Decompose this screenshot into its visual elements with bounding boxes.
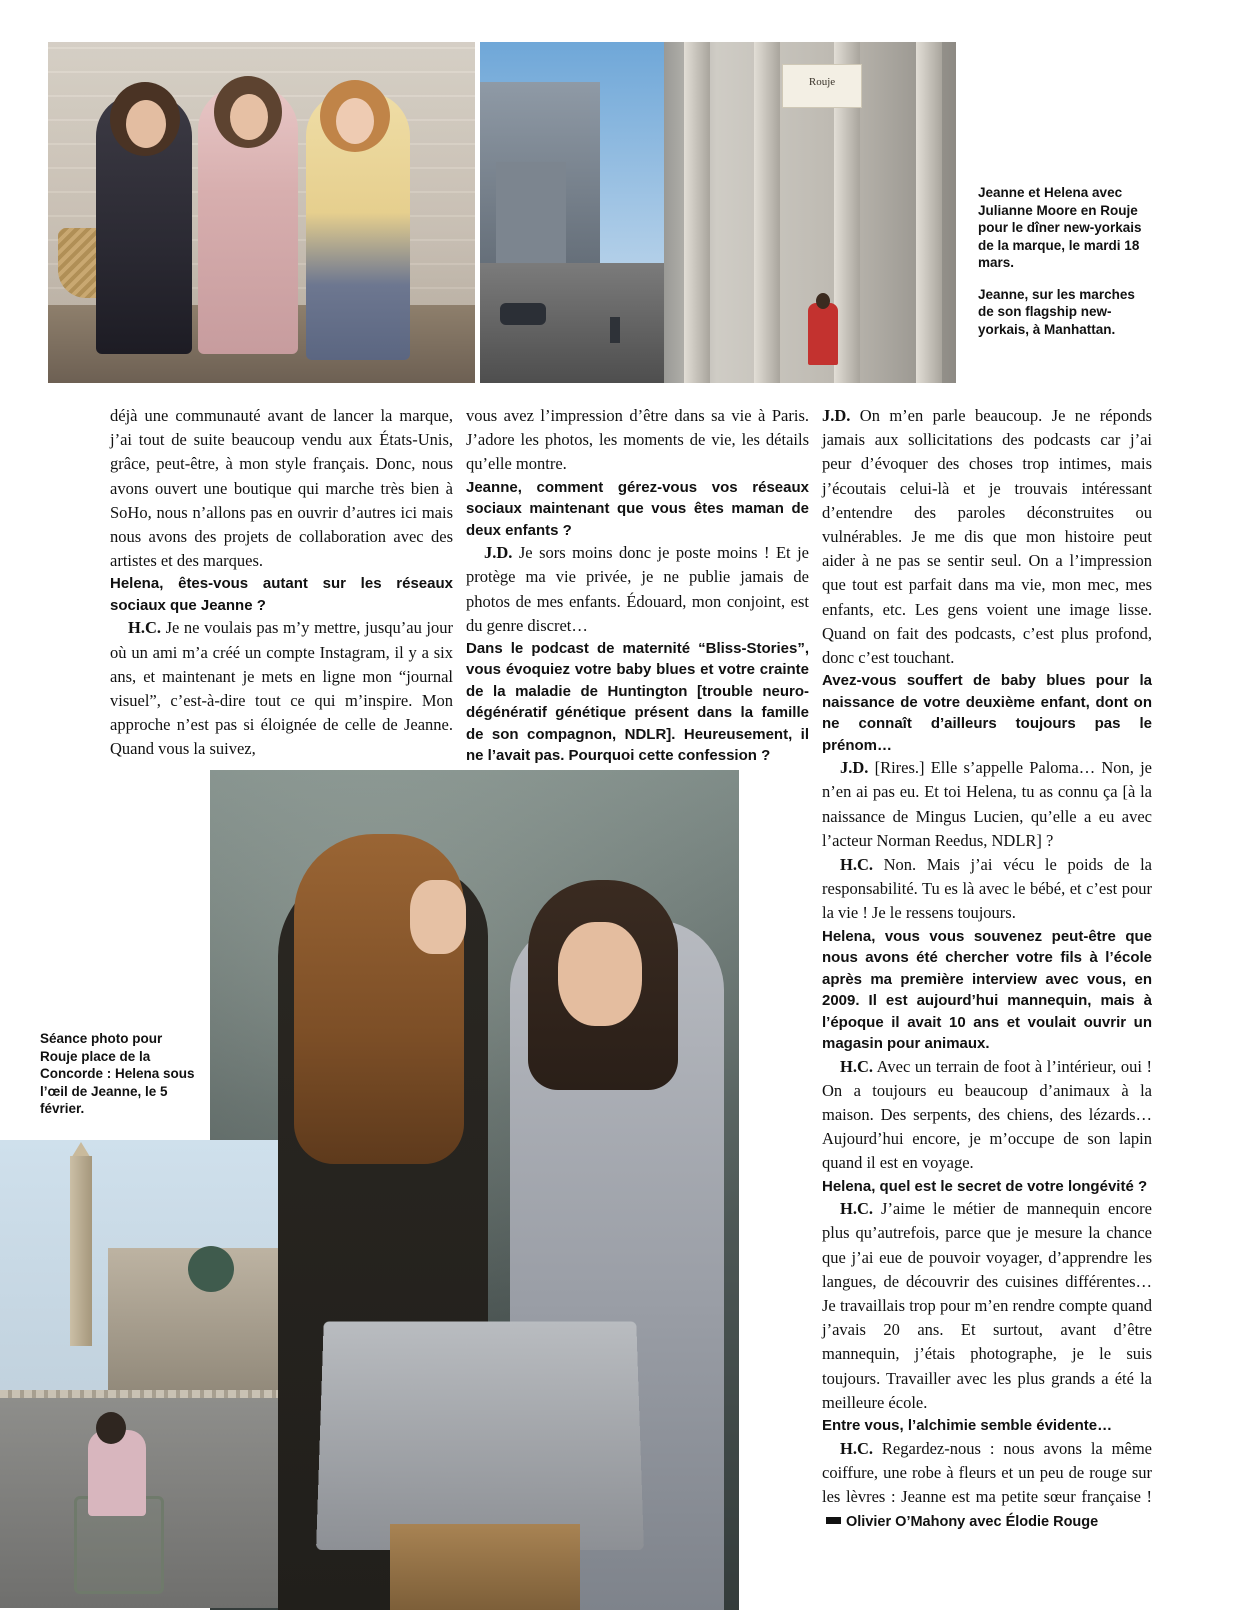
photo-laptop: [316, 1321, 644, 1550]
interview-answer: [822, 756, 1152, 853]
photo-column: [754, 42, 780, 383]
answer-text: Regardez-nous : nous avons la même coiffure, une robe à fleurs et un peu de rouge sur les lèvres : Jeanne est ma petite sœur française !: [822, 1438, 1152, 1506]
photo-car: [500, 303, 546, 325]
photo-obelisk: [70, 1156, 92, 1346]
photo-place-de-la-concorde: [0, 1140, 278, 1608]
photo-face-left: [126, 100, 166, 148]
interview-question: Entre vous, l’alchimie semble évidente…: [822, 1417, 1113, 1434]
interview-answer: [466, 541, 809, 638]
photo-column: [916, 42, 942, 383]
end-mark: [826, 1517, 841, 1524]
text-column-2: [466, 404, 809, 765]
photo-face-right: [336, 98, 374, 144]
interview-question: Helena, vous vous souvenez peut-être que nous avons été chercher votre fils à l’école après ma première interview avec vous, en 2009. Il est aujourd’hui mannequin, mais à l’époque il avait 10 ans et voulait ouvrir un magasin pour animaux.: [822, 927, 1152, 1053]
speaker-initials: J.D.: [484, 543, 513, 563]
text-column-3: [822, 404, 1152, 1534]
speaker-initials: J.D.: [822, 406, 851, 425]
photo-seated-woman-red-dress: [808, 303, 838, 365]
photo-seated-model-head: [96, 1412, 126, 1444]
interview-answer: [822, 1055, 1152, 1176]
interview-question: Jeanne, comment gérez-vous vos réseaux sociaux maintenant que vous êtes maman de deux enfants ?: [466, 478, 809, 539]
text-column-1: [110, 404, 453, 762]
answer-text: J’aime le métier de mannequin encore plus qu’autrefois, parce que je mesure la chance que j’ai eue de pouvoir voyager, d’apprendre les langues, de découvrir des cuisines différentes… Je travaillais trop pour m’en rendre compte quand j’avais 20 ans. Et surtout, avant d’être mannequin, j’étais photographe, je le suis toujours. Travailler avec les plus grands a été la meilleure école.: [822, 1199, 1152, 1412]
speaker-initials: H.C.: [840, 1056, 873, 1076]
answer-text: Je ne voulais pas m’y mettre, jusqu’au jour où un ami m’a créé un compte Instagram, il y a six ans, et maintenant je mets en ligne mon “journal visuel”, c’est-à-dire tout ce qui m’inspire. Mon approche n’est pas si éloignée de celle de Jeanne. Quand vous la suivez,: [110, 618, 453, 759]
photo-woman-right-face: [558, 922, 642, 1026]
photo-two-women-laptop: [210, 770, 739, 1610]
byline: Olivier O’Mahony avec Élodie Rouge: [846, 1514, 1099, 1531]
photo-face-center: [230, 94, 268, 140]
answer-text: [Rires.] Elle s’appelle Paloma… Non, je n’en ai pas eu. Et toi Helena, tu as connu ça [à la naissance de Mingus Lucien, qu’elle a eu avec l’acteur Norman Reedus, NDLR] ?: [822, 758, 1152, 850]
caption-right-block-1: Jeanne et Helena avec Julianne Moore en Rouje pour le dîner new-yorkais de la marque, le mardi 18 mars.: [978, 185, 1142, 270]
speaker-initials: H.C.: [840, 1199, 873, 1219]
photo-seated-model: [88, 1430, 146, 1516]
photo-column: [684, 42, 710, 383]
photo-wooden-stand: [390, 1524, 580, 1610]
interview-answer: [822, 1437, 1152, 1535]
answer-text: On m’en parle beaucoup. Je ne réponds jamais aux sollicitations des podcasts car j’ai peur d’évoquer des choses trop intimes, mais j’écoutais celui-là et je trouvais intéressant d’entendre des paroles déconstruites ou vulnérables. Je me dis que mon histoire peut aider à ne pas se sentir seul. On a l’impression que tout est parfait dans ma vie, mon mec, mes enfants, etc. Les gens voient une image lisse. Quand on fait des podcasts, c’est plus profond, donc c’est touchant.: [822, 406, 1152, 668]
interview-question: Avez-vous souffert de baby blues pour la naissance de votre deuxième enfant, dont on ne connaît d’ailleurs toujours pas le prénom…: [822, 672, 1152, 754]
photo-seated-woman-head: [816, 293, 830, 309]
answer-text: Avec un terrain de foot à l’intérieur, oui ! On a toujours eu beaucoup d’animaux à la maison. Des serpents, des chiens, des lézards… Aujourd’hui encore, je m’occupe de son lapin quand il est en voyage.: [822, 1056, 1152, 1173]
interview-question: Helena, quel est le secret de votre longévité ?: [822, 1177, 1148, 1195]
speaker-initials: H.C.: [128, 618, 161, 638]
speaker-initials: J.D.: [840, 758, 869, 778]
photo-group-jeanne-helena-julianne: [48, 42, 475, 383]
photo-soho-flagship-street: [480, 42, 956, 383]
speaker-initials: H.C.: [840, 1438, 873, 1458]
interview-question: Dans le podcast de maternité “Bliss-Stories”, vous évoquiez votre baby blues et votre crainte de la maladie de Huntington [trouble neuro-dégénératif génétique présent dans la famille de son compagnon, NDLR]. Heureusement, il ne l’avait pas. Pourquoi cette confession ?: [466, 639, 809, 765]
store-sign: [782, 64, 862, 108]
interview-answer: [822, 404, 1152, 670]
body-paragraph: vous avez l’impression d’être dans sa vie à Paris. J’adore les photos, les moments de vie, les détails qu’elle montre.: [466, 406, 809, 474]
answer-text: Non. Mais j’ai vécu le poids de la responsabilité. Tu es là avec le bébé, et c’est pour la vie ! Je le ressens toujours.: [822, 855, 1152, 923]
photo-pedestrian: [610, 317, 620, 343]
caption-left-block-1: Séance photo pour Rouje place de la Concorde : Helena sous l’œil de Jeanne, le 5 février.: [40, 1031, 195, 1116]
interview-question: Helena, êtes-vous autant sur les réseaux sociaux que Jeanne ?: [110, 575, 453, 614]
interview-answer: [110, 616, 453, 761]
interview-answer: [822, 1197, 1152, 1415]
caption-right: [978, 184, 1153, 338]
speaker-initials: H.C.: [840, 855, 873, 875]
store-sign-label: Rouje: [808, 76, 836, 88]
answer-text: Je sors moins donc je poste moins ! Et je protège ma vie privée, je ne publie jamais de photos de mes enfants. Édouard, mon conjoint, est du genre discret…: [466, 543, 809, 635]
interview-answer: [822, 853, 1152, 926]
photo-dome: [188, 1246, 234, 1292]
caption-left: [40, 1030, 200, 1118]
caption-right-block-2: Jeanne, sur les marches de son flagship new-yorkais, à Manhattan.: [978, 286, 1135, 337]
body-paragraph: déjà une communauté avant de lancer la marque, j’ai tout de suite beaucoup vendu aux États-Unis, grâce, peut-être, à mon style français. Donc, nous avons ouvert une boutique qui marche très bien à SoHo, nous n’allons pas en ouvrir d’autres ici mais nous avons des projets de collaboration avec des artistes et des marques.: [110, 406, 453, 571]
photo-woman-left-face: [410, 880, 466, 954]
